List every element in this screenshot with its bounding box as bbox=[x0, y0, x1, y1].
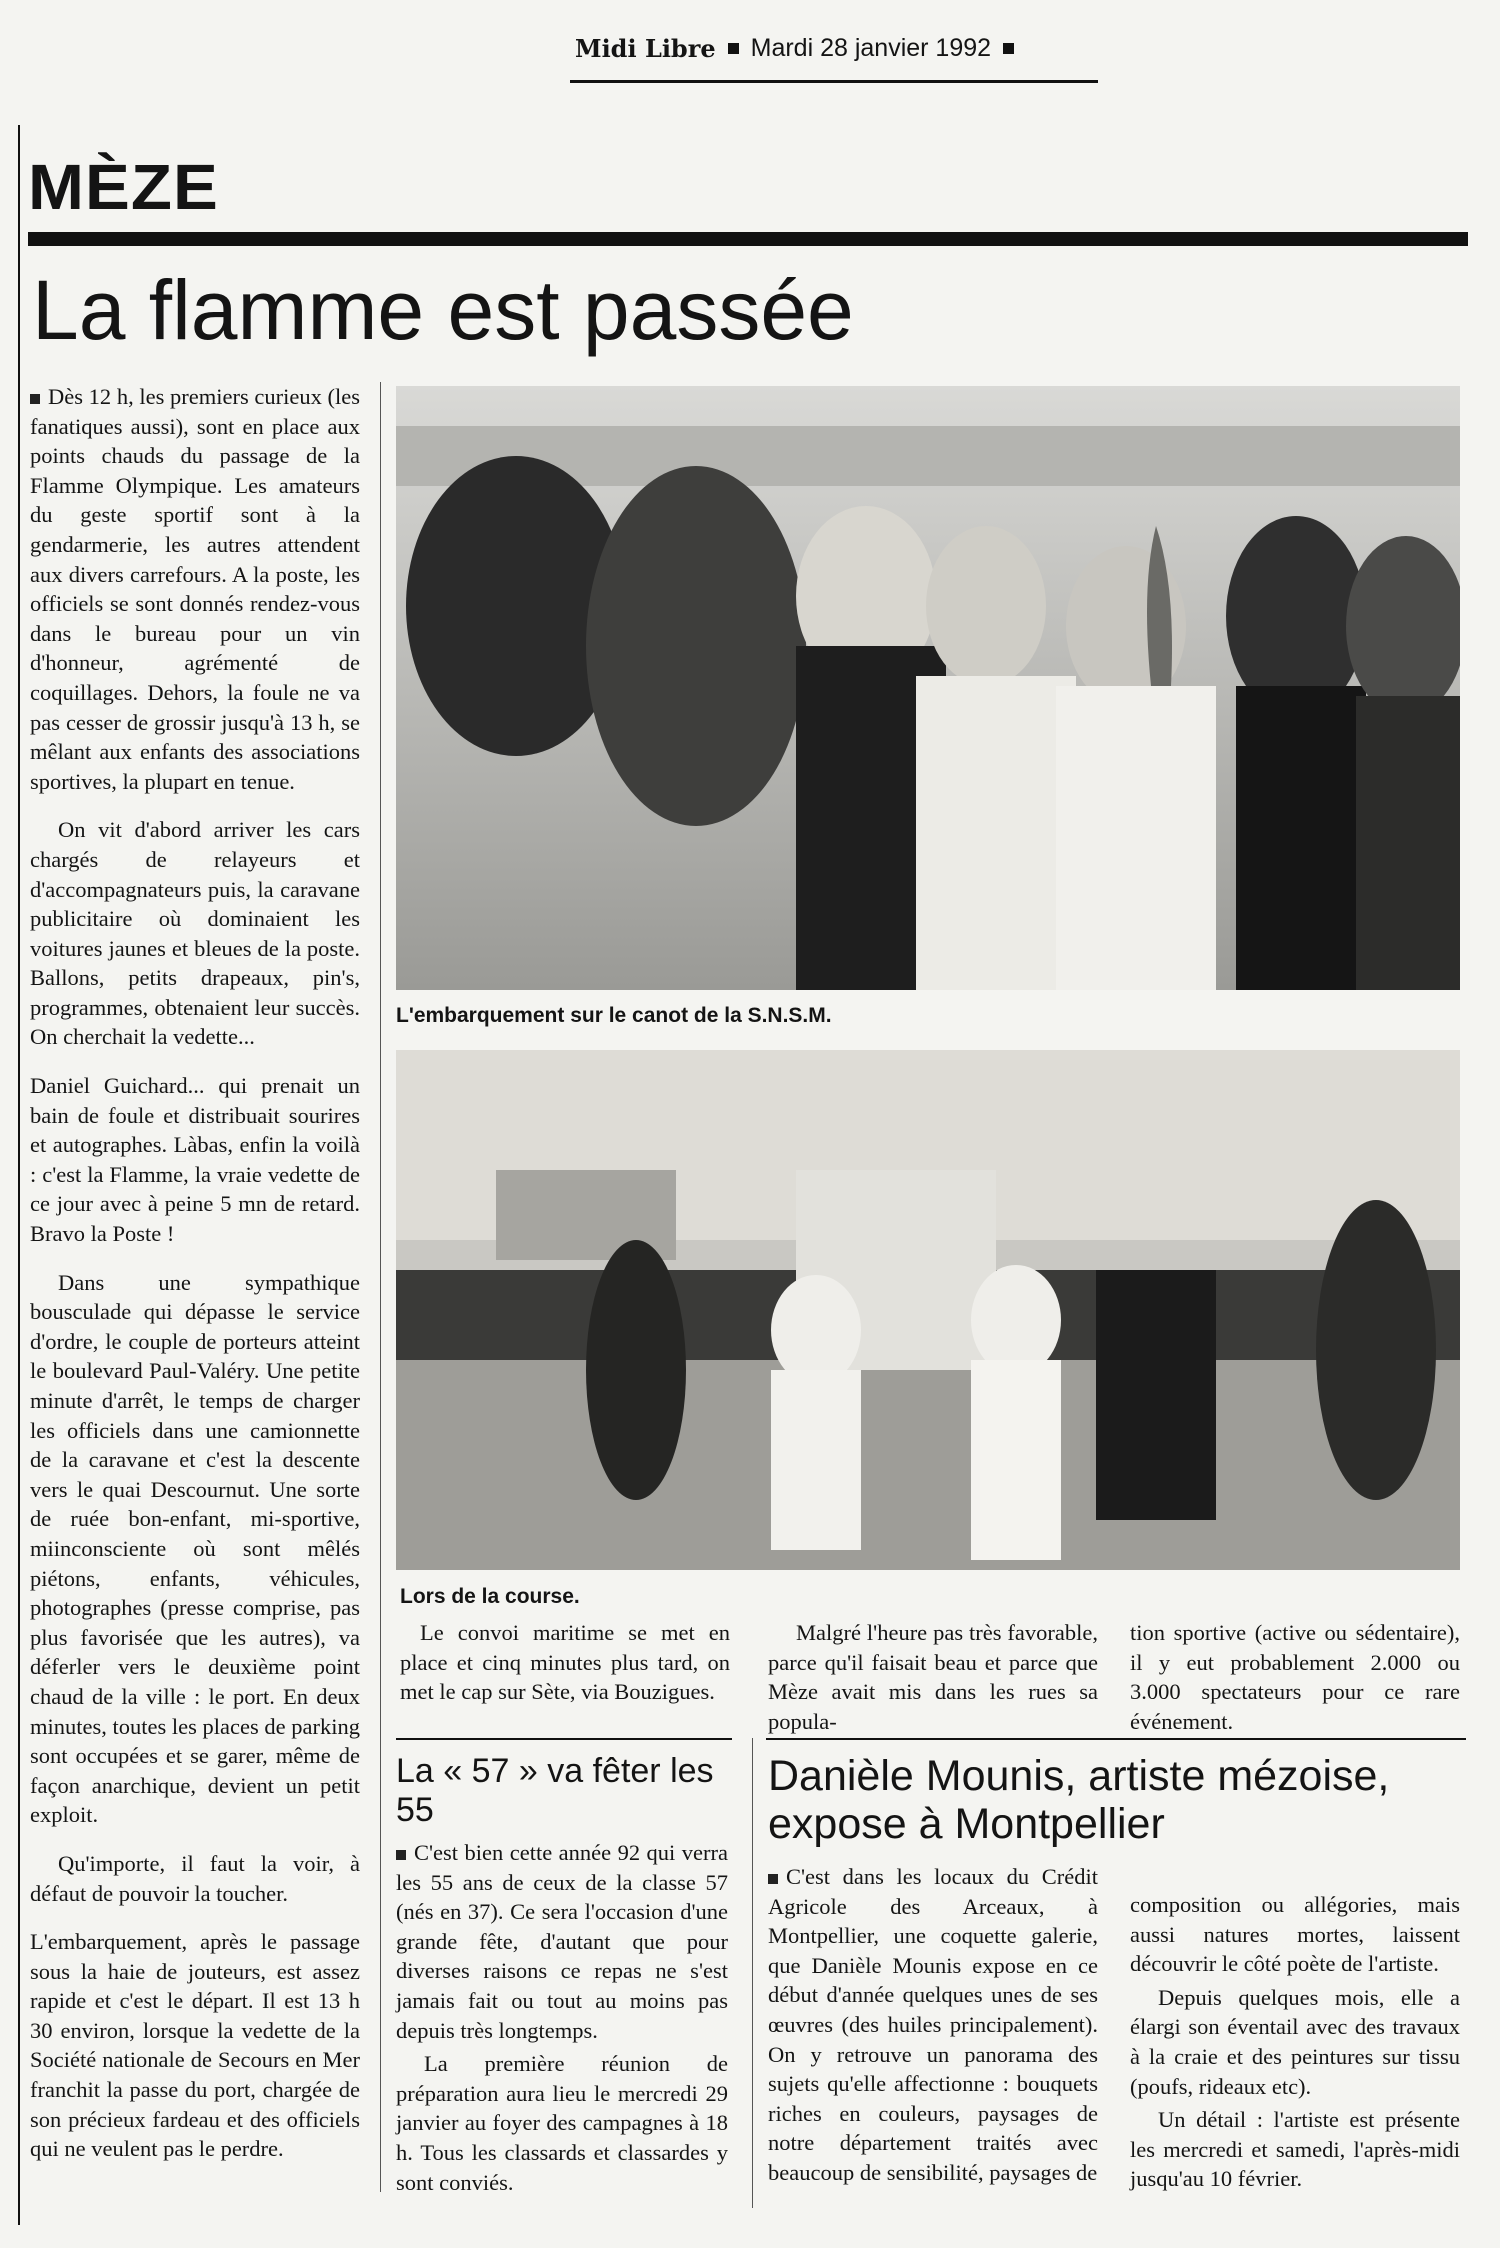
article-mounis-column-1: C'est dans les locaux du Crédit Agricole des Arceaux, à Montpellier, une coquette galerie, que Danièle Mounis expose en ce début d'année quelques unes de ses œuvres (des huiles principalement). On y retrouve un panorama des sujets qu'elle affectionne : bouquets riches en couleurs, paysages de notre département traités avec beaucoup de sensibilité, paysages de bbox=[768, 1864, 1098, 2185]
photo-image bbox=[396, 386, 1460, 990]
article-paragraph: Un détail : l'artiste est présente les mercredi et samedi, l'après-midi jusqu'au 10 février. bbox=[1130, 2107, 1460, 2192]
article-57-body bbox=[396, 1838, 728, 2216]
newspaper-name: Midi Libre bbox=[575, 33, 716, 63]
article-paragraph: Daniel Guichard... qui prenait un bain de foule et distribuait sourires et autographes. Làbas, enfin la voilà : c'est la Flamme, la vraie vedette de ce jour avec à peine 5 mn de retard. Bravo la Poste ! bbox=[30, 1073, 360, 1247]
article-headline: La flamme est passée bbox=[32, 263, 854, 357]
article-column-left bbox=[30, 382, 360, 2183]
square-bullet-icon bbox=[396, 1850, 406, 1860]
article-mounis-column-2 bbox=[1130, 1890, 1460, 2213]
article-paragraph: Dès 12 h, les premiers curieux (les fanatiques aussi), sont en place aux points chauds du passage de la Flamme Olympique. Les amateurs du geste sportif sont à la gendarmerie, les autres attendent aux divers carrefours. A la poste, les officiels se sont donnés rendez-vous dans le bureau pour un vin d'honneur, agrémenté de coquillages. Dehors, la foule ne va pas cesser de grossir jusqu'à 13 h, se mêlant aux enfants des associations sportives, la plupart en tenue. bbox=[30, 384, 360, 794]
article-paragraph: Depuis quelques mois, elle a élargi son éventail avec des travaux à la craie et des peintures sur tissu (poufs, rideaux etc). bbox=[1130, 1984, 1460, 2099]
article-headline-mounis: Danièle Mounis, artiste mézoise, expose à Montpellier bbox=[768, 1752, 1390, 1848]
photo-race bbox=[396, 1050, 1460, 1570]
article-paragraph: C'est bien cette année 92 qui verra les 55 ans de ceux de la classe 57 (nés en 37). Ce sera l'occasion d'une grande fête, d'autant que pour diverses raisons ce repas ne s'est jamais fait ou tout au moins pas depuis très longtemps. bbox=[396, 1840, 728, 2043]
masthead-rule bbox=[570, 80, 1098, 83]
photo-caption: Lors de la course. bbox=[400, 1585, 580, 1608]
article-column-3: Malgré l'heure pas très favorable, parce qu'il faisait beau et parce que Mèze avait mis dans les rues sa popula- bbox=[768, 1620, 1098, 1734]
article-separator bbox=[766, 1738, 1466, 1740]
article-paragraph: composition ou allégories, mais aussi natures mortes, laissent découvrir le côté poète de l'artiste. bbox=[1130, 1892, 1460, 1977]
photo-image bbox=[396, 1050, 1460, 1570]
square-bullet-icon bbox=[768, 1874, 778, 1884]
page-left-rule bbox=[18, 125, 20, 2225]
photo-caption: L'embarquement sur le canot de la S.N.S.M. bbox=[396, 1004, 832, 1027]
section-rule bbox=[28, 232, 1468, 246]
column-divider bbox=[380, 382, 381, 2192]
article-column-2: Le convoi maritime se met en place et cinq minutes plus tard, on met le cap sur Sète, via Bouzigues. bbox=[400, 1620, 730, 1705]
square-bullet-icon bbox=[728, 43, 739, 54]
article-column-4: tion sportive (active ou sédentaire), il y eut probablement 2.000 ou 3.000 spectateurs pour ce rare événement. bbox=[1130, 1620, 1460, 1734]
issue-date: Mardi 28 janvier 1992 bbox=[750, 33, 992, 62]
article-separator bbox=[396, 1738, 732, 1740]
section-title: MÈZE bbox=[28, 151, 219, 223]
masthead bbox=[575, 28, 1095, 68]
article-paragraph: Qu'importe, il faut la voir, à défaut de pouvoir la toucher. bbox=[30, 1850, 360, 1906]
article-headline-57: La « 57 » va fêter les 55 bbox=[396, 1752, 714, 1829]
square-bullet-icon bbox=[30, 394, 40, 404]
article-paragraph: L'embarquement, après le passage sous la haie de jouteurs, est assez rapide et c'est le départ. Il est 13 h 30 environ, lorsque la vedette de la Société nationale de Secours en Mer franchit la passe du port, chargée de son précieux fardeau et des officiels qui ne veulent pas le perdre. bbox=[30, 1929, 360, 2162]
article-paragraph: On vit d'abord arriver les cars chargés de relayeurs et d'accompagnateurs puis, la caravane publicitaire où dominaient les voitures jaunes et bleues de la poste. Ballons, petits drapeaux, pin's, programmes, obtenaient leur succès. On cherchait la vedette... bbox=[30, 817, 360, 1050]
column-divider bbox=[752, 1738, 753, 2208]
article-paragraph: La première réunion de préparation aura lieu le mercredi 29 janvier au foyer des campagnes à 18 h. Tous les classards et classardes y sont conviés. bbox=[396, 2051, 728, 2195]
square-bullet-icon bbox=[1003, 43, 1014, 54]
photo-embarkation bbox=[396, 386, 1460, 990]
article-paragraph: Dans une sympathique bousculade qui dépasse le service d'ordre, le couple de porteurs atteint le boulevard Paul-Valéry. Une petite minute d'arrêt, le temps de charger les officiels dans une camionnette de la caravane et c'est la descente vers le quai Descournut. Une sorte de ruée bon-enfant, mi-sportive, miinconsciente où sont mêlés piétons, enfants, véhicules, photographes (presse comprise, pas plus favorisée que les autres), va déferler vers le deuxième point chaud de la ville : le port. En deux minutes, toutes les places de parking sont occupées et se garer, même de façon anarchique, devient un petit exploit. bbox=[30, 1269, 360, 1828]
